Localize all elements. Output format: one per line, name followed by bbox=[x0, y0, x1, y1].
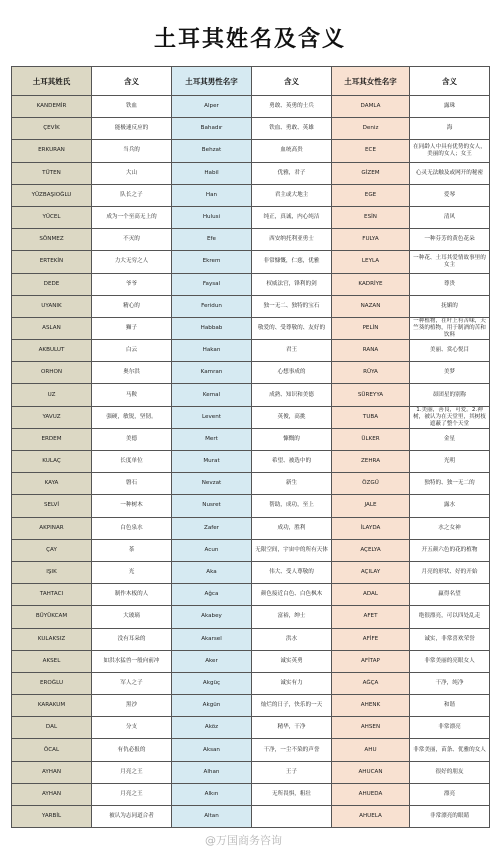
cell-male-meaning: 独一无二、独特的宝石 bbox=[252, 295, 332, 317]
cell-male-name: Murat bbox=[172, 451, 252, 473]
cell-male-meaning: 成熟、知识和美德 bbox=[252, 384, 332, 406]
cell-male-meaning: 慷慨的 bbox=[252, 428, 332, 450]
cell-surname-meaning: 队长之子 bbox=[92, 184, 172, 206]
header-row bbox=[12, 67, 490, 96]
cell-female-name: AHUELA bbox=[332, 806, 410, 828]
cell-male-meaning: 伟大、受人尊敬的 bbox=[252, 561, 332, 583]
cell-surname-meaning: 大玻璃 bbox=[92, 606, 172, 628]
cell-female-meaning: 独特的、独一无二的 bbox=[410, 473, 490, 495]
cell-surname: SÖNMEZ bbox=[12, 229, 92, 251]
cell-female-meaning: 一种芬芳的黄色花朵 bbox=[410, 229, 490, 251]
cell-male-meaning: 心想事成的 bbox=[252, 362, 332, 384]
table-row bbox=[12, 783, 490, 805]
cell-male-meaning: 富裕，绅士 bbox=[252, 606, 332, 628]
cell-surname-meaning: 当兵的 bbox=[92, 140, 172, 162]
cell-male-meaning: 希望、被选中的 bbox=[252, 451, 332, 473]
cell-surname: KULAÇ bbox=[12, 451, 92, 473]
cell-female-meaning: 诚实，非常喜欢荣誉 bbox=[410, 628, 490, 650]
cell-surname-meaning: 没有耳朵的 bbox=[92, 628, 172, 650]
cell-female-name: ADAL bbox=[332, 584, 410, 606]
cell-surname-meaning: 有仇必报的 bbox=[92, 739, 172, 761]
cell-male-meaning: 帮助，成功，至上 bbox=[252, 495, 332, 517]
cell-female-meaning: 开五颜六色的花的植物 bbox=[410, 539, 490, 561]
cell-female-meaning: 非常美丽，苗条、优雅的女人 bbox=[410, 739, 490, 761]
cell-surname-meaning: 如洪水猛兽一般向前冲 bbox=[92, 650, 172, 672]
cell-surname-meaning: 不灭的 bbox=[92, 229, 172, 251]
cell-surname: ÇAY bbox=[12, 539, 92, 561]
cell-surname: DEDE bbox=[12, 273, 92, 295]
cell-surname-meaning: 白色泉水 bbox=[92, 517, 172, 539]
cell-female-meaning: 水之女神 bbox=[410, 517, 490, 539]
header-male-name: 土耳其男性名字 bbox=[172, 67, 252, 96]
table-row bbox=[12, 428, 490, 450]
cell-male-meaning: 纯正，真诚，内心纯洁 bbox=[252, 206, 332, 228]
cell-female-name: ÜLKER bbox=[332, 428, 410, 450]
cell-male-meaning: 权威法官，锋利的剑 bbox=[252, 273, 332, 295]
cell-female-name: GİZEM bbox=[332, 162, 410, 184]
cell-surname: ERKURAN bbox=[12, 140, 92, 162]
cell-female-meaning: 赢得名望 bbox=[410, 584, 490, 606]
table-row bbox=[12, 517, 490, 539]
cell-male-meaning: 英俊，高挑 bbox=[252, 406, 332, 428]
cell-male-name: Habil bbox=[172, 162, 252, 184]
cell-surname: ERDEM bbox=[12, 428, 92, 450]
table-row bbox=[12, 295, 490, 317]
watermark: @万国商务咨询 bbox=[205, 834, 282, 847]
cell-surname: TÜTEN bbox=[12, 162, 92, 184]
cell-male-name: Kemal bbox=[172, 384, 252, 406]
cell-female-meaning: 光明 bbox=[410, 451, 490, 473]
table-row bbox=[12, 251, 490, 273]
cell-male-meaning: 洪水 bbox=[252, 628, 332, 650]
cell-surname: ÇEVİK bbox=[12, 118, 92, 140]
header-surname-meaning: 含义 bbox=[92, 67, 172, 96]
cell-surname-meaning: 茶 bbox=[92, 539, 172, 561]
cell-surname-meaning: 精心的 bbox=[92, 295, 172, 317]
cell-male-meaning bbox=[252, 806, 332, 828]
cell-female-meaning: 非常漂亮的眼睛 bbox=[410, 806, 490, 828]
cell-female-name: RANA bbox=[332, 340, 410, 362]
cell-male-name: Altan bbox=[172, 806, 252, 828]
cell-surname: UYANIK bbox=[12, 295, 92, 317]
cell-surname: YARBİL bbox=[12, 806, 92, 828]
cell-male-name: Alkın bbox=[172, 783, 252, 805]
cell-surname-meaning: 光 bbox=[92, 561, 172, 583]
cell-male-meaning: 王子 bbox=[252, 761, 332, 783]
table-row bbox=[12, 406, 490, 428]
cell-surname: AKSEL bbox=[12, 650, 92, 672]
cell-female-meaning: 漂亮 bbox=[410, 783, 490, 805]
table-row bbox=[12, 206, 490, 228]
cell-surname-meaning: 美德 bbox=[92, 428, 172, 450]
cell-female-meaning: 在同龄人中具有优势的女人，美丽的女人；女王 bbox=[410, 140, 490, 162]
cell-male-meaning: 优雅，君子 bbox=[252, 162, 332, 184]
cell-female-meaning: 非常漂亮 bbox=[410, 717, 490, 739]
cell-female-name: TUBA bbox=[332, 406, 410, 428]
cell-female-name: AHENK bbox=[332, 695, 410, 717]
header-female-meaning: 含义 bbox=[410, 67, 490, 96]
cell-female-name: DAMLA bbox=[332, 96, 410, 118]
cell-surname: YÜZBAŞIOĞLU bbox=[12, 184, 92, 206]
cell-female-name: PELİN bbox=[332, 317, 410, 339]
cell-male-meaning: 新生 bbox=[252, 473, 332, 495]
cell-male-name: Akabey bbox=[172, 606, 252, 628]
cell-female-name: ESİN bbox=[332, 206, 410, 228]
cell-surname: EROĞLU bbox=[12, 672, 92, 694]
cell-female-meaning: 金星 bbox=[410, 428, 490, 450]
table-row bbox=[12, 717, 490, 739]
cell-female-name: ÖZGÜ bbox=[332, 473, 410, 495]
page-title: 土耳其姓名及含义 bbox=[153, 27, 346, 52]
cell-male-name: Akarsel bbox=[172, 628, 252, 650]
cell-female-meaning: 非常美丽的亮眼女人 bbox=[410, 650, 490, 672]
cell-male-meaning: 诚实英勇 bbox=[252, 650, 332, 672]
table-row bbox=[12, 273, 490, 295]
cell-male-meaning: 干净，一尘不染的声誉 bbox=[252, 739, 332, 761]
cell-male-name: Hakan bbox=[172, 340, 252, 362]
cell-male-meaning: 君主或大地主 bbox=[252, 184, 332, 206]
cell-female-meaning: 和谐 bbox=[410, 695, 490, 717]
cell-female-name: FULYA bbox=[332, 229, 410, 251]
cell-surname: KANDEMİR bbox=[12, 96, 92, 118]
cell-surname: AYHAN bbox=[12, 783, 92, 805]
table-row bbox=[12, 362, 490, 384]
table-row bbox=[12, 539, 490, 561]
cell-surname-meaning: 狮子 bbox=[92, 317, 172, 339]
cell-male-name: Efe bbox=[172, 229, 252, 251]
cell-female-name: Deniz bbox=[332, 118, 410, 140]
cell-surname: ÖCAL bbox=[12, 739, 92, 761]
cell-male-name: Alper bbox=[172, 96, 252, 118]
table-row bbox=[12, 384, 490, 406]
cell-surname-meaning: 爷爷 bbox=[92, 273, 172, 295]
cell-female-meaning: 爱琴 bbox=[410, 184, 490, 206]
cell-male-name: Aköz bbox=[172, 717, 252, 739]
table-header bbox=[12, 67, 490, 96]
cell-female-meaning: 清风 bbox=[410, 206, 490, 228]
cell-male-meaning: 君王 bbox=[252, 340, 332, 362]
cell-surname-meaning: 磐石 bbox=[92, 473, 172, 495]
table-row bbox=[12, 162, 490, 184]
cell-female-meaning: 美梦 bbox=[410, 362, 490, 384]
cell-surname: AKPINAR bbox=[12, 517, 92, 539]
cell-female-name: AFİFE bbox=[332, 628, 410, 650]
cell-female-name: AHSEN bbox=[332, 717, 410, 739]
cell-surname: AKBULUT bbox=[12, 340, 92, 362]
cell-surname-meaning: 一种树木 bbox=[92, 495, 172, 517]
cell-surname-meaning: 月亮之王 bbox=[92, 783, 172, 805]
table-row bbox=[12, 606, 490, 628]
table-row bbox=[12, 473, 490, 495]
cell-female-meaning: 一种植物，在叶上有苦味，天竺葵的植物，用于制酒的苦和饮料 bbox=[410, 317, 490, 339]
cell-female-name: AÇELYA bbox=[332, 539, 410, 561]
table-row bbox=[12, 96, 490, 118]
cell-surname-meaning: 军人之子 bbox=[92, 672, 172, 694]
table-row bbox=[12, 584, 490, 606]
cell-male-meaning: 铁血、勇敢、英雄 bbox=[252, 118, 332, 140]
cell-male-meaning: 非常慷慨，仁慈，优雅 bbox=[252, 251, 332, 273]
table-row bbox=[12, 561, 490, 583]
cell-female-name: LEYLA bbox=[332, 251, 410, 273]
cell-male-name: Ekrem bbox=[172, 251, 252, 273]
cell-male-meaning: 灿烂的日子，快乐的一天 bbox=[252, 695, 332, 717]
cell-surname-meaning: 铁血 bbox=[92, 96, 172, 118]
cell-female-name: ECE bbox=[332, 140, 410, 162]
cell-surname-meaning: 黑沙 bbox=[92, 695, 172, 717]
cell-female-name: AHUEDA bbox=[332, 783, 410, 805]
cell-male-name: Han bbox=[172, 184, 252, 206]
cell-female-meaning: 露水 bbox=[410, 495, 490, 517]
cell-female-name: AHU bbox=[332, 739, 410, 761]
cell-male-name: Bahadır bbox=[172, 118, 252, 140]
cell-male-name: Acun bbox=[172, 539, 252, 561]
cell-female-meaning: 昴团星的别称 bbox=[410, 384, 490, 406]
cell-male-name: Akgün bbox=[172, 695, 252, 717]
header-female-name: 土耳其女性名字 bbox=[332, 67, 410, 96]
cell-female-meaning: 露珠 bbox=[410, 96, 490, 118]
cell-surname: ASLAN bbox=[12, 317, 92, 339]
table-row bbox=[12, 650, 490, 672]
cell-surname-meaning: 长度单位 bbox=[92, 451, 172, 473]
cell-surname: TAHTACI bbox=[12, 584, 92, 606]
cell-surname-meaning: 强硬，敏锐，坚韧。 bbox=[92, 406, 172, 428]
table-row bbox=[12, 229, 490, 251]
cell-male-name: Faysal bbox=[172, 273, 252, 295]
cell-male-meaning: 颜色接近白色、白色枫木 bbox=[252, 584, 332, 606]
cell-male-meaning: 无限空间，宇宙中的所有天体 bbox=[252, 539, 332, 561]
cell-male-meaning: 敬爱的、受尊敬的、友好的 bbox=[252, 317, 332, 339]
cell-surname-meaning: 能极速反应的 bbox=[92, 118, 172, 140]
cell-male-meaning: 勇敢、英勇的士兵 bbox=[252, 96, 332, 118]
cell-surname: SELVİ bbox=[12, 495, 92, 517]
cell-surname: UZ bbox=[12, 384, 92, 406]
cell-male-name: Aka bbox=[172, 561, 252, 583]
cell-female-meaning: 很好的朋友 bbox=[410, 761, 490, 783]
cell-surname-meaning: 大山 bbox=[92, 162, 172, 184]
cell-surname: BÜYÜKCAM bbox=[12, 606, 92, 628]
cell-female-name: AHUCAN bbox=[332, 761, 410, 783]
cell-surname-meaning: 白云 bbox=[92, 340, 172, 362]
cell-surname-meaning: 成为一个至高无上的 bbox=[92, 206, 172, 228]
cell-surname: ERTEKİN bbox=[12, 251, 92, 273]
cell-male-name: Habbab bbox=[172, 317, 252, 339]
cell-male-name: Ağca bbox=[172, 584, 252, 606]
cell-male-name: Aker bbox=[172, 650, 252, 672]
cell-female-name: AĞÇA bbox=[332, 672, 410, 694]
cell-male-meaning: 成功，胜利 bbox=[252, 517, 332, 539]
table-row bbox=[12, 806, 490, 828]
cell-surname: YAVUZ bbox=[12, 406, 92, 428]
cell-surname-meaning: 分支 bbox=[92, 717, 172, 739]
cell-female-meaning: 抚媚的 bbox=[410, 295, 490, 317]
cell-male-name: Mert bbox=[172, 428, 252, 450]
table-row bbox=[12, 118, 490, 140]
table-row bbox=[12, 317, 490, 339]
table-row bbox=[12, 695, 490, 717]
table-row bbox=[12, 761, 490, 783]
table-row bbox=[12, 739, 490, 761]
cell-female-name: KADRİYE bbox=[332, 273, 410, 295]
cell-surname-meaning: 月亮之王 bbox=[92, 761, 172, 783]
cell-surname-meaning: 奥尔洪 bbox=[92, 362, 172, 384]
table-row bbox=[12, 628, 490, 650]
cell-male-name: Aksan bbox=[172, 739, 252, 761]
cell-surname-meaning: 马鞍 bbox=[92, 384, 172, 406]
cell-male-name: Zafer bbox=[172, 517, 252, 539]
cell-female-meaning: 海 bbox=[410, 118, 490, 140]
header-surname: 土耳其姓氏 bbox=[12, 67, 92, 96]
cell-male-meaning: 西安纳托利亚勇士 bbox=[252, 229, 332, 251]
cell-surname: YÜCEL bbox=[12, 206, 92, 228]
cell-female-name: AÇILAY bbox=[332, 561, 410, 583]
cell-male-meaning: 血统高贵 bbox=[252, 140, 332, 162]
cell-male-name: Akgüç bbox=[172, 672, 252, 694]
cell-male-name: Alhan bbox=[172, 761, 252, 783]
table-row bbox=[12, 184, 490, 206]
cell-female-name: EGE bbox=[332, 184, 410, 206]
cell-female-meaning: 绝很漂亮，可以四处乱走 bbox=[410, 606, 490, 628]
table-row bbox=[12, 140, 490, 162]
cell-female-meaning: 1.美丽，善良，可爱。2.神树，被认为在天堂里，其树枝遮蔽了整个天堂 bbox=[410, 406, 490, 428]
cell-male-name: Kamran bbox=[172, 362, 252, 384]
cell-female-name: NAZAN bbox=[332, 295, 410, 317]
table-row bbox=[12, 495, 490, 517]
cell-female-name: İLAYDA bbox=[332, 517, 410, 539]
cell-male-meaning: 精华，干净 bbox=[252, 717, 332, 739]
cell-male-name: Hulusi bbox=[172, 206, 252, 228]
names-table bbox=[11, 66, 490, 828]
cell-surname-meaning: 被认为志同道合者 bbox=[92, 806, 172, 828]
cell-male-name: Nusret bbox=[172, 495, 252, 517]
cell-surname: AYHAN bbox=[12, 761, 92, 783]
cell-surname: KULAKSIZ bbox=[12, 628, 92, 650]
cell-female-meaning: 心灵无法触及或网开的秘密 bbox=[410, 162, 490, 184]
cell-female-name: AFİTAP bbox=[332, 650, 410, 672]
table-row bbox=[12, 451, 490, 473]
cell-female-meaning: 月亮的形状、好的开始 bbox=[410, 561, 490, 583]
cell-female-name: JALE bbox=[332, 495, 410, 517]
cell-male-meaning: 诚实有力 bbox=[252, 672, 332, 694]
cell-surname-meaning: 制作木板的人 bbox=[92, 584, 172, 606]
cell-male-meaning: 无所畏惧，粗壮 bbox=[252, 783, 332, 805]
cell-surname-meaning: 力大无穷之人 bbox=[92, 251, 172, 273]
cell-female-name: RÜYA bbox=[332, 362, 410, 384]
cell-female-meaning: 尊贵 bbox=[410, 273, 490, 295]
cell-male-name: Feridun bbox=[172, 295, 252, 317]
table-row bbox=[12, 672, 490, 694]
cell-female-meaning: 一种花、土耳其爱情故事里的女主 bbox=[410, 251, 490, 273]
cell-female-name: SÜREYYA bbox=[332, 384, 410, 406]
cell-surname: ORHON bbox=[12, 362, 92, 384]
table-row bbox=[12, 340, 490, 362]
cell-female-meaning: 美丽、赏心悦目 bbox=[410, 340, 490, 362]
cell-male-name: Behzat bbox=[172, 140, 252, 162]
cell-female-meaning: 干净，纯净 bbox=[410, 672, 490, 694]
cell-surname: IŞIK bbox=[12, 561, 92, 583]
cell-female-name: AFET bbox=[332, 606, 410, 628]
cell-surname: KAYA bbox=[12, 473, 92, 495]
cell-surname: DAL bbox=[12, 717, 92, 739]
cell-surname: KARAKUM bbox=[12, 695, 92, 717]
cell-female-name: ZEHRA bbox=[332, 451, 410, 473]
table-body bbox=[12, 96, 490, 828]
cell-male-name: Nevzat bbox=[172, 473, 252, 495]
cell-male-name: Levent bbox=[172, 406, 252, 428]
header-male-meaning: 含义 bbox=[252, 67, 332, 96]
